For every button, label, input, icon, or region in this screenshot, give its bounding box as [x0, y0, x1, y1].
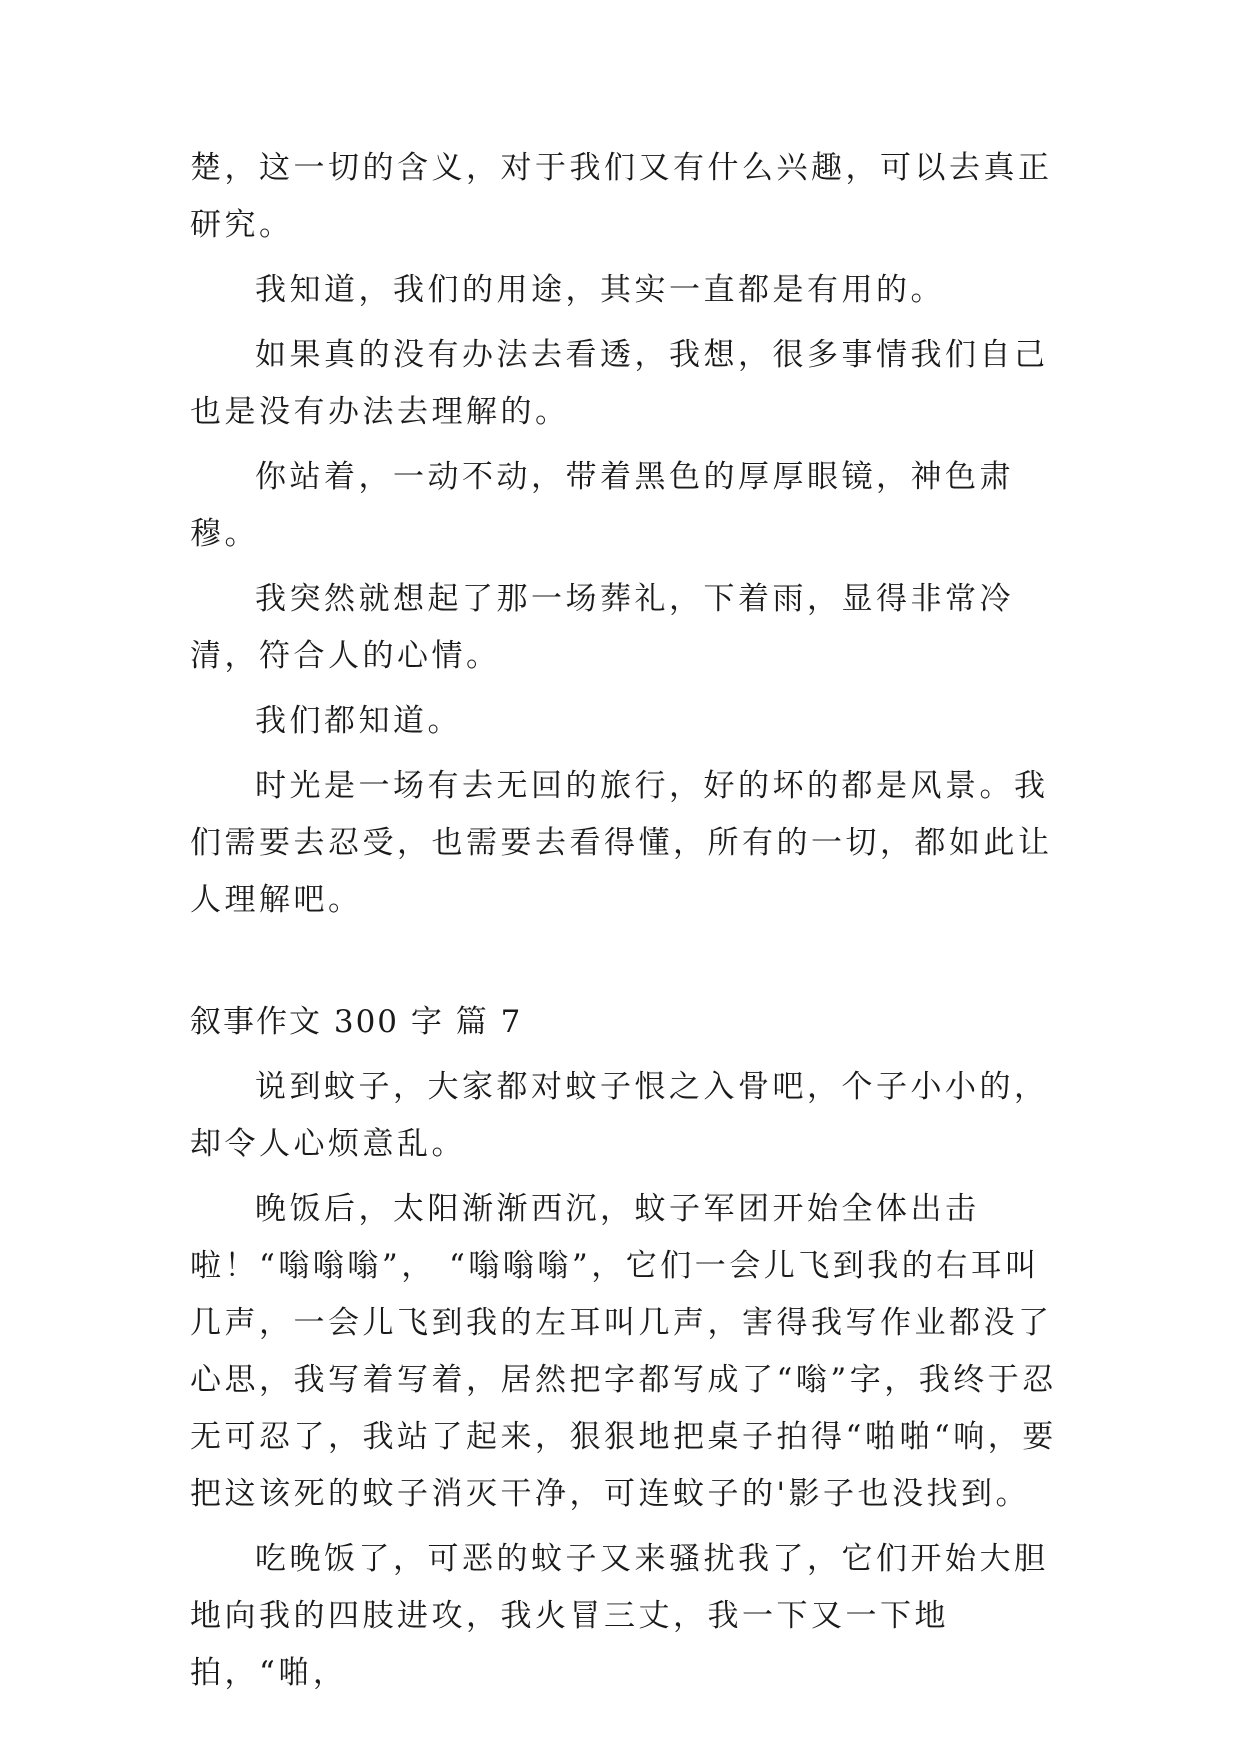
section-heading: 叙事作文 300 字 篇 7 — [190, 1004, 523, 1040]
paragraph: 我们都知道。 — [255, 703, 462, 739]
document-page — [190, 140, 1060, 1710]
paragraph: 晚饭后，太阳渐渐西沉，蚊子军团开始全体出击啦！“嗡嗡嗡”， “嗡嗡嗡”，它们一会儿飞到我的右耳叫几声，一会儿飞到我的左耳叫几声，害得我写作业都没了心思，我写着写着，居然把字都写成了“嗡”字，我终于忍无可忍了，我站了起来，狠狠地把桌子拍得“啪啪“响，要把这该死的蚊子消灭干净，可连蚊子的'影子也没找到。 — [190, 1191, 1057, 1512]
paragraph: 吃晚饭了，可恶的蚊子又来骚扰我了，它们开始大胆地向我的四肢进攻，我火冒三丈，我一下又一下地拍，“啪， — [190, 1541, 1049, 1691]
paragraph: 楚，这一切的含义，对于我们又有什么兴趣，可以去真正研究。 — [190, 150, 1053, 243]
paragraph: 说到蚊子，大家都对蚊子恨之入骨吧，个子小小的，却令人心烦意乱。 — [190, 1069, 1049, 1162]
paragraph: 你站着，一动不动，带着黑色的厚厚眼镜，神色肃穆。 — [190, 459, 1014, 552]
paragraph: 时光是一场有去无回的旅行，好的坏的都是风景。我们需要去忍受，也需要去看得懂，所有的一切，都如此让人理解吧。 — [190, 768, 1053, 918]
paragraph: 我突然就想起了那一场葬礼，下着雨，显得非常冷清，符合人的心情。 — [190, 581, 1014, 674]
paragraph: 我知道，我们的用途，其实一直都是有用的。 — [255, 272, 945, 308]
paragraph: 如果真的没有办法去看透，我想，很多事情我们自己也是没有办法去理解的。 — [190, 337, 1049, 430]
